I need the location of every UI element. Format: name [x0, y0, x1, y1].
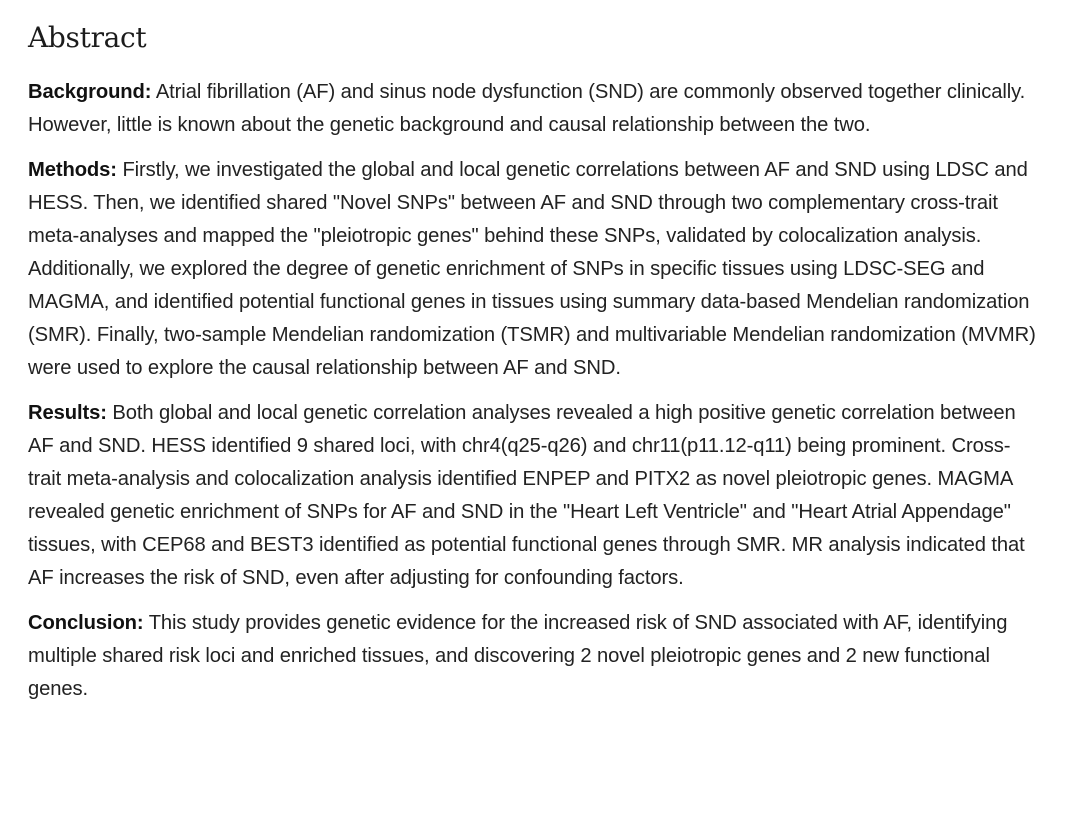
conclusion-label: Conclusion:: [28, 612, 144, 634]
background-text: Atrial fibrillation (AF) and sinus node dysfunction (SND) are commonly observed together clinically. However, little is known about the genetic background and causal relationship between the two.: [28, 81, 1026, 136]
methods-text: Firstly, we investigated the global and local genetic correlations between AF and SND using LDSC and HESS. Then, we identified shared "Novel SNPs" between AF and SND through two complementary cross-trait meta-analyses and mapped the "pleiotropic genes" behind these SNPs, validated by colocalization analysis. Additionally, we explored the degree of genetic enrichment of SNPs in specific tissues using LDSC-SEG and MAGMA, and identified potential functional genes in tissues using summary data-based Mendelian randomization (SMR). Finally, two-sample Mendelian randomization (TSMR) and multivariable Mendelian randomization (MVMR) were used to explore the causal relationship between AF and SND.: [28, 159, 1036, 379]
abstract-heading: Abstract: [28, 21, 147, 54]
abstract-background: [28, 76, 1038, 142]
results-label: Results:: [28, 402, 107, 424]
methods-label: Methods:: [28, 159, 117, 181]
results-text: Both global and local genetic correlation analyses revealed a high positive genetic correlation between AF and SND. HESS identified 9 shared loci, with chr4(q25-q26) and chr11(p11.12-q11) being prominent. Cross-trait meta-analysis and colocalization analysis identified ENPEP and PITX2 as novel pleiotropic genes. MAGMA revealed genetic enrichment of SNPs for AF and SND in the "Heart Left Ventricle" and "Heart Atrial Appendage" tissues, with CEP68 and BEST3 identified as potential functional genes through SMR. MR analysis indicated that AF increases the risk of SND, even after adjusting for confounding factors.: [28, 402, 1025, 589]
background-label: Background:: [28, 81, 152, 103]
abstract-conclusion: [28, 607, 1038, 706]
abstract-results: [28, 397, 1038, 595]
abstract-methods: [28, 154, 1038, 385]
conclusion-text: This study provides genetic evidence for the increased risk of SND associated with AF, identifying multiple shared risk loci and enriched tissues, and discovering 2 novel pleiotropic genes and 2 new functional genes.: [28, 612, 1008, 700]
abstract-section: [28, 18, 1038, 718]
